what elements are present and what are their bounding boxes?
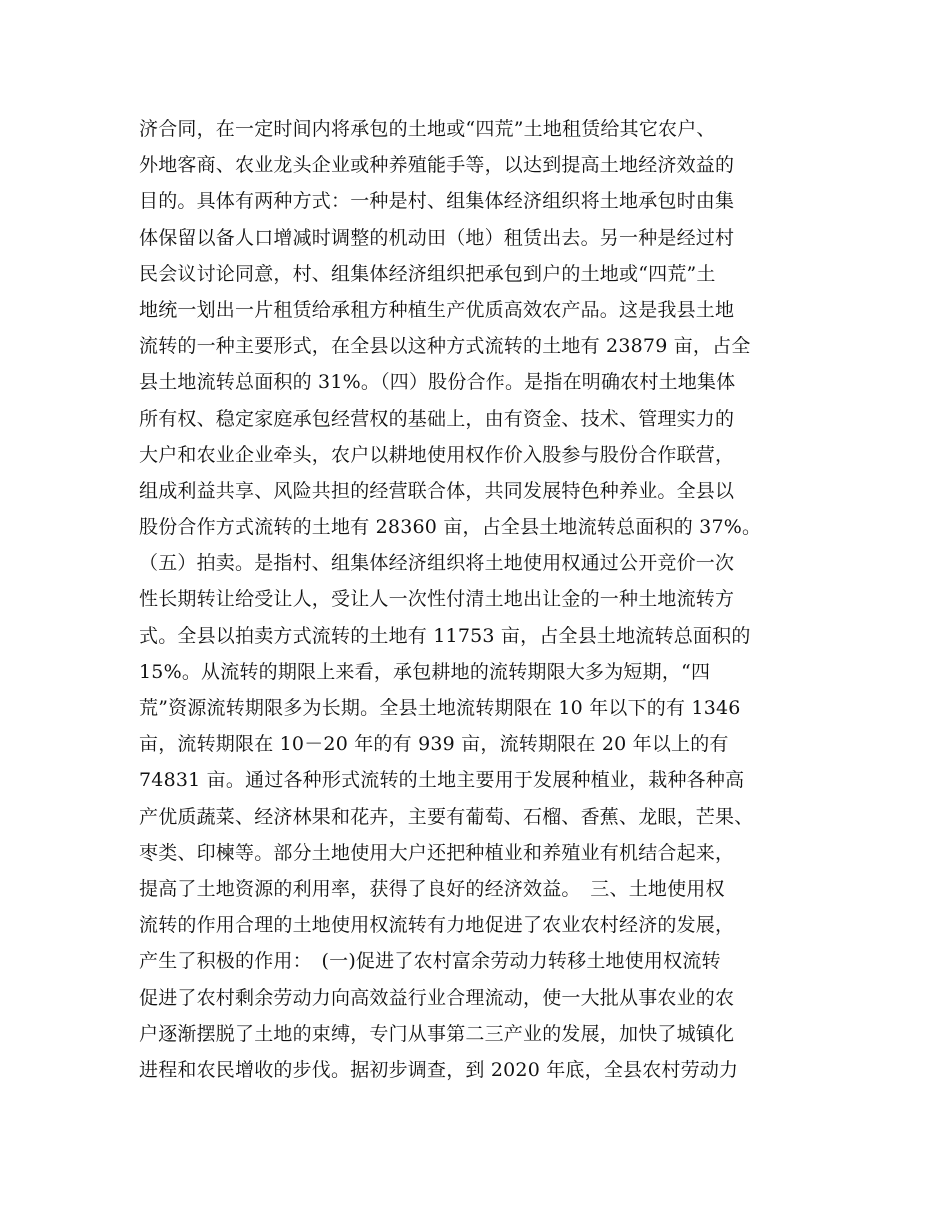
text-line: 流转的一种主要形式，在全县以这种方式流转的土地有 23879 亩，占全 xyxy=(139,335,751,358)
text-line: 外地客商、农业龙头企业或种养殖能手等，以达到提高土地经济效益的 xyxy=(139,154,735,177)
text-line: 枣类、印楝等。部分土地使用大户还把种植业和养殖业有机结合起来， xyxy=(139,841,735,864)
text-line: 大户和农业企业牵头，农户以耕地使用权作价入股参与股份合作联营， xyxy=(139,443,735,466)
text-line: 股份合作方式流转的土地有 28360 亩，占全县土地流转总面积的 37%。 xyxy=(139,516,762,539)
text-line: 进程和农民增收的步伐。据初步调查，到 2020 年底，全县农村劳动力 xyxy=(139,1058,739,1081)
text-line: 荒”资源流转期限多为长期。全县土地流转期限在 10 年以下的有 1346 xyxy=(139,697,741,719)
text-line: 民会议讨论同意，村、组集体经济组织把承包到户的土地或“四荒”土 xyxy=(139,262,716,285)
text-line: 户逐渐摆脱了土地的束缚，专门从事第二三产业的发展，加快了城镇化 xyxy=(139,1022,735,1045)
text-line: 目的。具体有两种方式：一种是村、组集体经济组织将土地承包时由集 xyxy=(139,190,735,213)
text-line: 产生了积极的作用： (一)促进了农村富余劳动力转移土地使用权流转 xyxy=(139,950,721,973)
text-line: 产优质蔬菜、经济林果和花卉，主要有葡萄、石榴、香蕉、龙眼，芒果、 xyxy=(139,805,754,828)
text-line: 流转的作用合理的土地使用权流转有力地促进了农业农村经济的发展， xyxy=(139,914,735,937)
text-line: 济合同，在一定时间内将承包的土地或“四荒”土地租赁给其它农户、 xyxy=(139,118,716,140)
text-line: 组成利益共享、风险共担的经营联合体，共同发展特色种养业。全县以 xyxy=(139,479,735,502)
text-line: 提高了土地资源的利用率，获得了良好的经济效益。 三、土地使用权 xyxy=(139,877,725,900)
text-line: （五）拍卖。是指村、组集体经济组织将土地使用权通过公开竞价一次 xyxy=(139,552,735,575)
text-line: 体保留以备人口增减时调整的机动田（地）租赁出去。另一种是经过村 xyxy=(139,226,735,249)
body-text xyxy=(139,111,829,1088)
text-line: 促进了农村剩余劳动力向高效益行业合理流动，使一大批从事农业的农 xyxy=(139,986,735,1009)
text-line: 74831 亩。通过各种形式流转的土地主要用于发展种植业，栽种各种高 xyxy=(139,769,745,792)
text-line: 亩，流转期限在 10－20 年的有 939 亩，流转期限在 20 年以上的有 xyxy=(139,733,729,756)
text-line: 地统一划出一片租赁给承租方种植生产优质高效农产品。这是我县土地 xyxy=(139,298,735,321)
text-line: 式。全县以拍卖方式流转的土地有 11753 亩，占全县土地流转总面积的 xyxy=(139,624,751,647)
text-line: 县土地流转总面积的 31%。（四）股份合作。是指在明确农村土地集体 xyxy=(139,371,736,394)
text-line: 性长期转让给受让人，受让人一次性付清土地出让金的一种土地流转方 xyxy=(139,588,735,611)
text-line: 15%。从流转的期限上来看，承包耕地的流转期限大多为短期，“四 xyxy=(139,660,711,683)
text-line: 所有权、稳定家庭承包经营权的基础上，由有资金、技术、管理实力的 xyxy=(139,407,735,430)
